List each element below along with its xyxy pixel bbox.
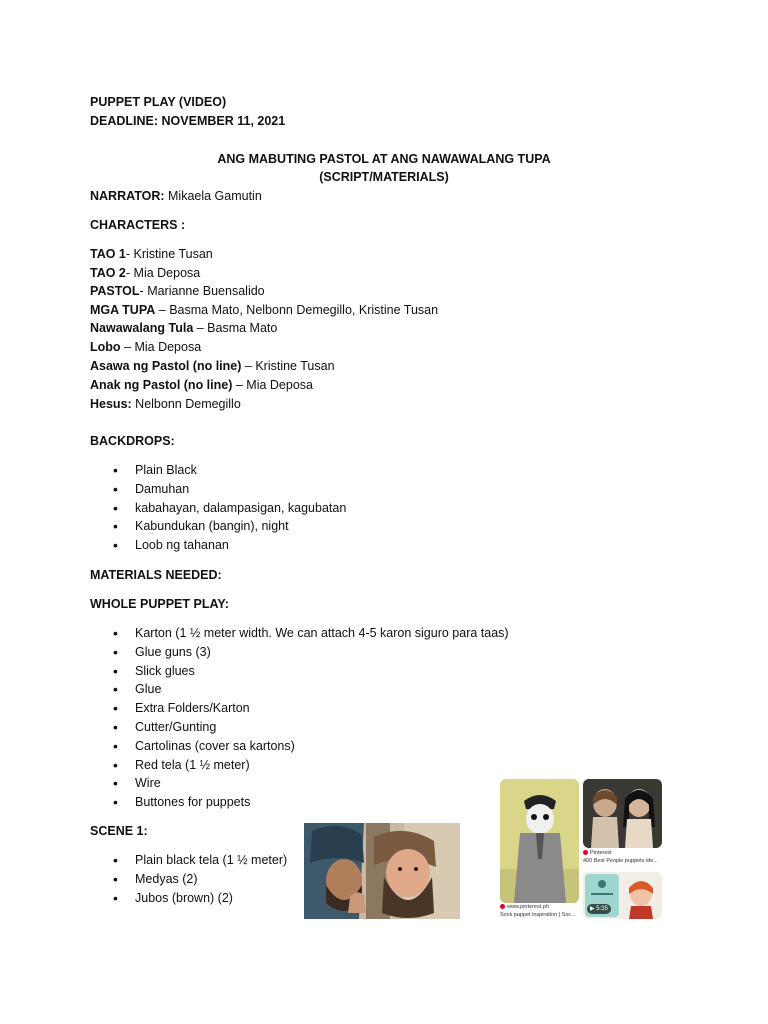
character-name: Basma Mato: [207, 321, 278, 335]
list-item: • Cutter/Gunting: [113, 719, 509, 738]
backdrops-list: [113, 462, 346, 556]
character-name: Marianne Buensalido: [147, 284, 265, 298]
main-heading: ANG MABUTING PASTOL AT ANG NAWAWALANG TUPA: [217, 152, 551, 166]
list-item: • Medyas (2): [113, 871, 287, 890]
character-line: [90, 377, 313, 393]
video-duration-badge: ▶ 5:35: [587, 904, 611, 914]
list-item: • Loob ng tahanan: [113, 537, 346, 556]
character-line: [90, 283, 265, 299]
character-name: Kristine Tusan: [255, 359, 335, 373]
doc-title: PUPPET PLAY (VIDEO): [90, 95, 227, 109]
list-item: • Glue guns (3): [113, 644, 509, 663]
separator: –: [193, 321, 208, 335]
list-item: • Glue: [113, 681, 509, 700]
separator: -: [125, 247, 134, 261]
character-line: [90, 265, 200, 281]
character-line: [90, 396, 241, 412]
character-role: Nawawalang Tula: [90, 321, 194, 335]
list-item: • Plain black tela (1 ½ meter): [113, 852, 287, 871]
characters-heading: CHARACTERS :: [90, 218, 186, 232]
pin-source-text: www.pinterest.ph: [507, 904, 549, 910]
character-name: Mia Deposa: [134, 340, 202, 354]
character-role: Lobo: [90, 340, 121, 354]
character-name: Nelbonn Demegillo: [135, 397, 241, 411]
separator: –: [155, 303, 170, 317]
pinterest-icon: [583, 850, 588, 855]
list-item: • Wire: [113, 775, 509, 794]
deadline: DEADLINE: NOVEMBER 11, 2021: [90, 114, 286, 128]
list-item: • Jubos (brown) (2): [113, 890, 287, 909]
video-duration-text: 5:35: [596, 906, 608, 912]
pin-caption-source: [500, 904, 549, 911]
character-role: Hesus:: [90, 397, 132, 411]
scene1-heading: SCENE 1:: [90, 824, 148, 838]
sub-heading: (SCRIPT/MATERIALS): [319, 170, 449, 184]
separator: -: [125, 266, 134, 280]
separator: -: [139, 284, 148, 298]
pin-caption-source: [583, 850, 612, 857]
character-line: [90, 358, 335, 374]
character-role: PASTOL: [90, 284, 140, 298]
list-item: • Extra Folders/Karton: [113, 700, 509, 719]
list-item: • Karton (1 ½ meter width. We can attach 4-5 karon siguro para taas): [113, 625, 509, 644]
separator: –: [232, 378, 247, 392]
character-line: [90, 302, 438, 318]
character-role: Anak ng Pastol (no line): [90, 378, 233, 392]
list-item: • Buttones for puppets: [113, 794, 509, 813]
list-item: • Red tela (1 ½ meter): [113, 757, 509, 776]
character-role: TAO 2: [90, 266, 126, 280]
character-name: Mia Deposa: [133, 266, 201, 280]
list-item: • Slick glues: [113, 663, 509, 682]
pin-caption-title[interactable]: Sock puppet inspiration | Soc...: [500, 912, 576, 918]
narrator-value: Mikaela Gamutin: [164, 189, 262, 203]
list-item: • Cartolinas (cover sa kartons): [113, 738, 509, 757]
character-name: Mia Deposa: [246, 378, 313, 392]
pin-caption-title[interactable]: 400 Best People puppets ide...: [583, 858, 658, 864]
character-name: Basma Mato, Nelbonn Demegillo, Kristine Tusan: [169, 303, 439, 317]
list-item: • Damuhan: [113, 481, 346, 500]
character-name: Kristine Tusan: [133, 247, 213, 261]
list-item: • Kabundukan (bangin), night: [113, 518, 346, 537]
backdrops-heading: BACKDROPS:: [90, 434, 175, 448]
character-line: [90, 339, 201, 355]
scene1-list: [113, 852, 287, 908]
list-item: • Plain Black: [113, 462, 346, 481]
narrator-label: NARRATOR:: [90, 189, 165, 203]
pinterest-icon: [500, 904, 505, 909]
separator: –: [241, 359, 256, 373]
character-line: [90, 246, 213, 262]
separator: –: [120, 340, 135, 354]
people-puppets-photo[interactable]: [583, 779, 662, 848]
character-line: [90, 320, 277, 336]
character-role: TAO 1: [90, 247, 126, 261]
shepherd-illustration: [304, 823, 460, 919]
character-role: Asawa ng Pastol (no line): [90, 359, 242, 373]
character-role: MGA TUPA: [90, 303, 156, 317]
sock-puppet-photo[interactable]: [500, 779, 579, 903]
list-item: • kabahayan, dalampasigan, kagubatan: [113, 500, 346, 519]
narrator-line: [90, 188, 262, 204]
pin-source-text: Pinterest: [590, 850, 612, 856]
materials-heading: MATERIALS NEEDED:: [90, 568, 222, 582]
whole-play-list: [113, 625, 509, 813]
whole-play-heading: WHOLE PUPPET PLAY:: [90, 597, 229, 611]
